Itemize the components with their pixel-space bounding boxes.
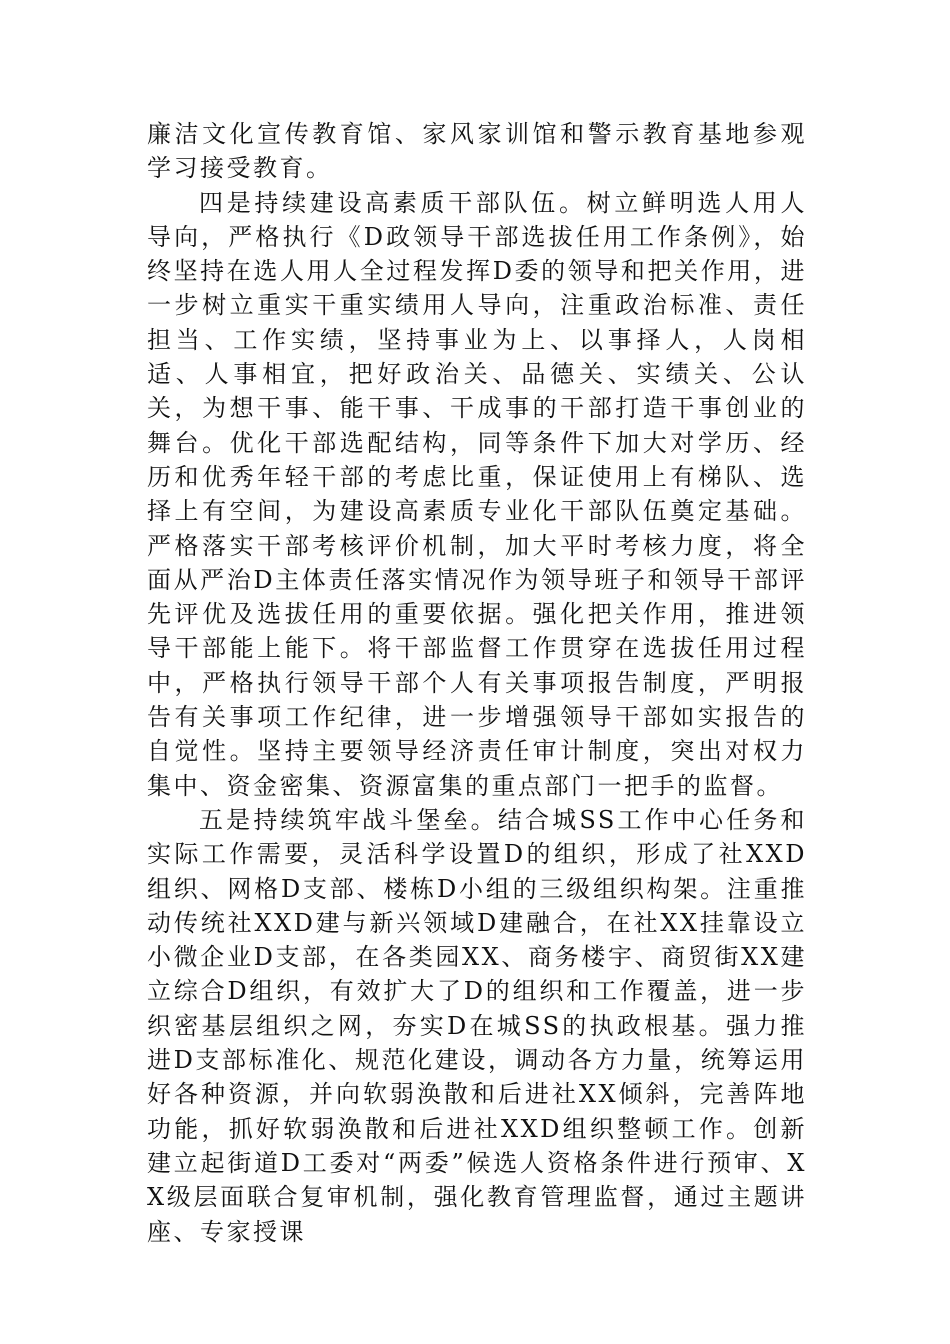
document-body [147,117,807,1249]
paragraph-continuation: 廉洁文化宣传教育馆、家风家训馆和警示教育基地参观学习接受教育。 [147,120,807,183]
paragraph-fortress: 五是持续筑牢战斗堡垒。结合城SS工作中心任务和实际工作需要，灵活科学设置D的组织，形成了社XXD组织、网格D支部、楼栋D小组的三级组织构架。注重推动传统社XXD建与新兴领域D建融合，在社XX挂靠设立小微企业D支部，在各类园XX、商务楼宇、商贸街XX建立综合D组织，有效扩大了D的组织和工作覆盖，进一步织密基层组织之网，夯实D在城SS的执政根基。强力推进D支部标准化、规范化建设，调动各方力量，统筹运用好各种资源，并向软弱涣散和后进社XX倾斜，完善阵地功能，抓好软弱涣散和后进社XXD组织整顿工作。创新建立起街道D工委对“两委”候选人资格条件进行预审、XX级层面联合复审机制，强化教育管理监督，通过主题讲座、专家授课 [147,805,807,1246]
paragraph-cadre-team: 四是持续建设高素质干部队伍。树立鲜明选人用人导向，严格执行《D政领导干部选拔任用工作条例》，始终坚持在选人用人全过程发挥D委的领导和把关作用，进一步树立重实干重实绩用人导向，注重政治标准、责任担当、工作实绩，坚持事业为上、以事择人，人岗相适、人事相宜，把好政治关、品德关、实绩关、公认关，为想干事、能干事、干成事的干部打造干事创业的舞台。优化干部选配结构，同等条件下加大对学历、经历和优秀年轻干部的考虑比重，保证使用上有梯队、选择上有空间，为建设高素质专业化干部队伍奠定基础。严格落实干部考核评价机制，加大平时考核力度，将全面从严治D主体责任落实情况作为领导班子和领导干部评先评优及选拔任用的重要依据。强化把关作用，推进领导干部能上能下。将干部监督工作贯穿在选拔任用过程中，严格执行领导干部个人有关事项报告制度，严明报告有关事项工作纪律，进一步增强领导干部如实报告的自觉性。坚持主要领导经济责任审计制度，突出对权力集中、资金密集、资源富集的重点部门一把手的监督。 [147,188,807,800]
